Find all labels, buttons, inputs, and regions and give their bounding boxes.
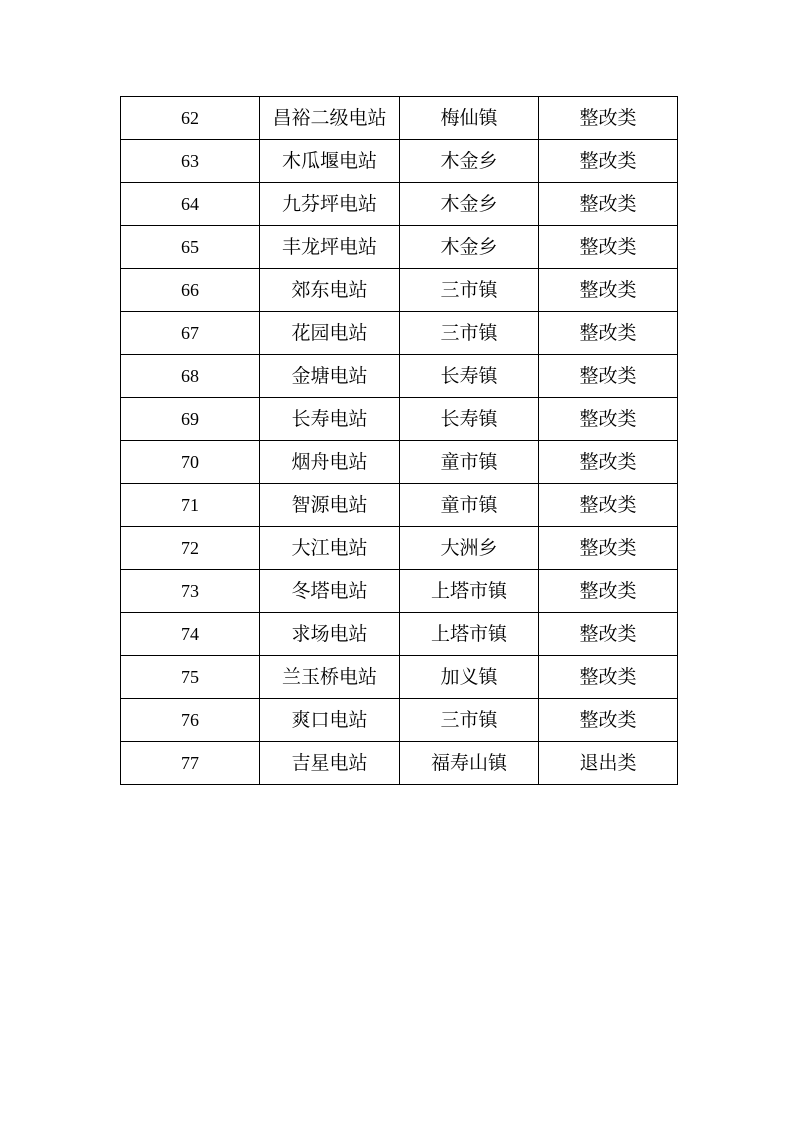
table-row <box>121 484 678 527</box>
station-name: 木瓜堰电站 <box>260 140 400 183</box>
category-cell: 整改类 <box>539 226 678 269</box>
category-cell: 整改类 <box>539 140 678 183</box>
category-cell: 整改类 <box>539 355 678 398</box>
category-cell: 整改类 <box>539 699 678 742</box>
table-row <box>121 656 678 699</box>
table-row <box>121 613 678 656</box>
station-name: 丰龙坪电站 <box>260 226 400 269</box>
town-name: 梅仙镇 <box>400 97 539 140</box>
row-number: 77 <box>121 742 260 785</box>
category-cell: 整改类 <box>539 398 678 441</box>
category-cell: 整改类 <box>539 441 678 484</box>
table-row <box>121 226 678 269</box>
station-name: 昌裕二级电站 <box>260 97 400 140</box>
table-row <box>121 183 678 226</box>
table-row <box>121 441 678 484</box>
station-name: 郊东电站 <box>260 269 400 312</box>
town-name: 大洲乡 <box>400 527 539 570</box>
town-name: 加义镇 <box>400 656 539 699</box>
town-name: 长寿镇 <box>400 355 539 398</box>
station-name: 求场电站 <box>260 613 400 656</box>
row-number: 68 <box>121 355 260 398</box>
town-name: 木金乡 <box>400 140 539 183</box>
table-row <box>121 140 678 183</box>
row-number: 74 <box>121 613 260 656</box>
category-cell: 退出类 <box>539 742 678 785</box>
row-number: 69 <box>121 398 260 441</box>
station-name: 大江电站 <box>260 527 400 570</box>
table-row <box>121 742 678 785</box>
station-name: 金塘电站 <box>260 355 400 398</box>
station-table-body <box>121 97 678 785</box>
category-cell: 整改类 <box>539 656 678 699</box>
station-name: 冬塔电站 <box>260 570 400 613</box>
town-name: 福寿山镇 <box>400 742 539 785</box>
town-name: 木金乡 <box>400 183 539 226</box>
row-number: 62 <box>121 97 260 140</box>
station-name: 烟舟电站 <box>260 441 400 484</box>
row-number: 75 <box>121 656 260 699</box>
row-number: 76 <box>121 699 260 742</box>
station-name: 长寿电站 <box>260 398 400 441</box>
row-number: 63 <box>121 140 260 183</box>
table-row <box>121 570 678 613</box>
row-number: 71 <box>121 484 260 527</box>
table-row <box>121 97 678 140</box>
town-name: 上塔市镇 <box>400 613 539 656</box>
station-name: 爽口电站 <box>260 699 400 742</box>
table-row <box>121 527 678 570</box>
category-cell: 整改类 <box>539 613 678 656</box>
station-name: 智源电站 <box>260 484 400 527</box>
town-name: 木金乡 <box>400 226 539 269</box>
station-name: 吉星电站 <box>260 742 400 785</box>
town-name: 上塔市镇 <box>400 570 539 613</box>
row-number: 72 <box>121 527 260 570</box>
table-row <box>121 699 678 742</box>
category-cell: 整改类 <box>539 269 678 312</box>
category-cell: 整改类 <box>539 312 678 355</box>
station-table-container <box>120 96 678 785</box>
row-number: 64 <box>121 183 260 226</box>
category-cell: 整改类 <box>539 183 678 226</box>
row-number: 67 <box>121 312 260 355</box>
row-number: 65 <box>121 226 260 269</box>
row-number: 66 <box>121 269 260 312</box>
category-cell: 整改类 <box>539 570 678 613</box>
station-table <box>120 96 678 785</box>
town-name: 三市镇 <box>400 312 539 355</box>
town-name: 童市镇 <box>400 484 539 527</box>
town-name: 童市镇 <box>400 441 539 484</box>
row-number: 70 <box>121 441 260 484</box>
station-name: 花园电站 <box>260 312 400 355</box>
town-name: 长寿镇 <box>400 398 539 441</box>
station-name: 九芬坪电站 <box>260 183 400 226</box>
category-cell: 整改类 <box>539 97 678 140</box>
category-cell: 整改类 <box>539 484 678 527</box>
town-name: 三市镇 <box>400 699 539 742</box>
station-name: 兰玉桥电站 <box>260 656 400 699</box>
table-row <box>121 312 678 355</box>
category-cell: 整改类 <box>539 527 678 570</box>
town-name: 三市镇 <box>400 269 539 312</box>
table-row <box>121 269 678 312</box>
table-row <box>121 398 678 441</box>
table-row <box>121 355 678 398</box>
row-number: 73 <box>121 570 260 613</box>
